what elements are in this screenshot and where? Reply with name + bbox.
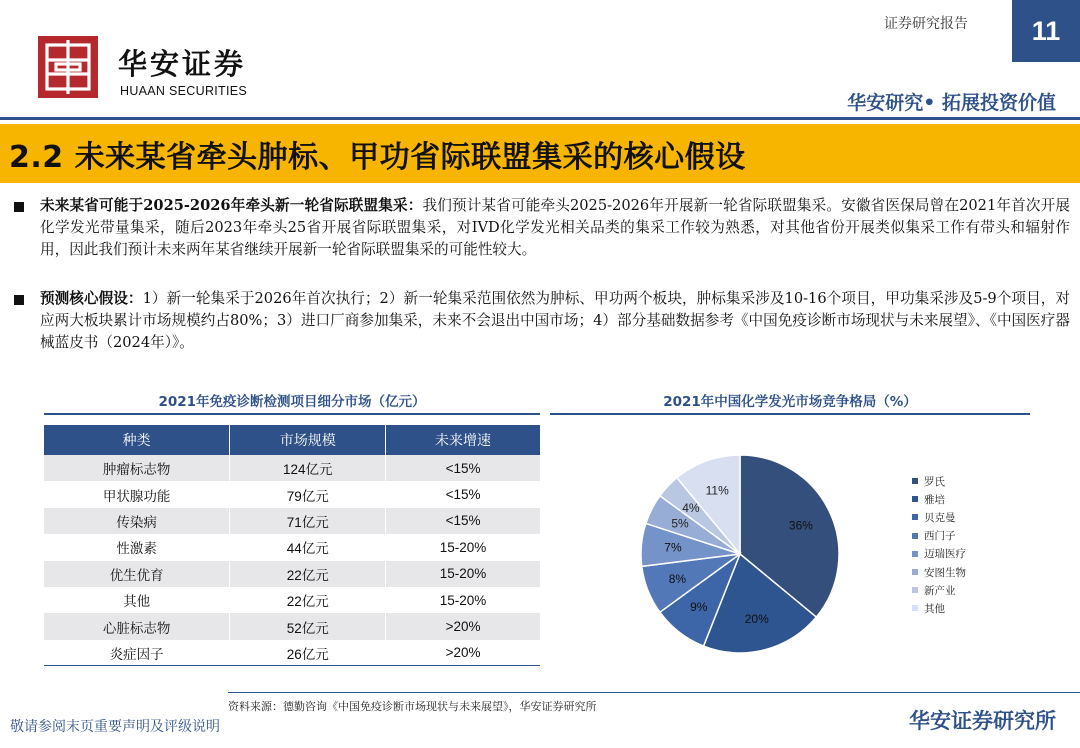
source-divider bbox=[228, 692, 1080, 693]
pie-data-label: 5% bbox=[671, 516, 689, 531]
chart-legend bbox=[912, 472, 966, 618]
legend-label: 安图生物 bbox=[924, 566, 966, 579]
size-unit: 亿元 bbox=[301, 567, 329, 584]
page-number: 11 bbox=[1012, 0, 1080, 62]
table-header-row bbox=[44, 425, 540, 455]
table-row bbox=[44, 508, 540, 534]
table-bottom-divider bbox=[44, 665, 540, 666]
chart-title-divider bbox=[550, 413, 1030, 415]
market-table bbox=[44, 425, 540, 666]
pie-data-label: 7% bbox=[664, 540, 682, 555]
table-title-divider bbox=[44, 413, 540, 415]
legend-item bbox=[912, 527, 966, 545]
market-size-cell bbox=[230, 534, 386, 560]
chart-title: 2021年中国化学发光市场竞争格局（%） bbox=[663, 394, 917, 410]
source-note: 资料来源：德勤咨询《中国免疫诊断市场现状与未来展望》，华安证券研究所 bbox=[228, 700, 597, 713]
pie-data-label: 36% bbox=[788, 518, 813, 533]
page-title: 2.2 未来某省牵头肿标、甲功省际联盟集采的核心假设 bbox=[9, 140, 746, 175]
category-cell: 其他 bbox=[44, 587, 230, 613]
table-row bbox=[44, 534, 540, 560]
growth-cell: >20% bbox=[386, 613, 540, 639]
size-value: 26 bbox=[286, 646, 302, 662]
bullet-paragraph bbox=[14, 288, 1070, 354]
company-logo-icon bbox=[38, 36, 98, 98]
bullet-text: 1）新一轮集采于2026年首次执行；2）新一轮集采范围依然为肿标、甲功两个板块，肿标集采涉及10-16个项目，甲功集采涉及5-9个项目，对应两大板块累计市场规模约占80%；3）进口厂商参加集采，未来不会退出中国市场；4）部分基础数据参考《中国免疫诊断市场现状与未来展望》、《中国医疗器械蓝皮书（2024年）》。 bbox=[40, 290, 1070, 351]
legend-swatch bbox=[912, 514, 918, 520]
table-row bbox=[44, 587, 540, 613]
growth-cell: 15-20% bbox=[386, 561, 540, 587]
legend-swatch bbox=[912, 587, 918, 593]
size-unit: 亿元 bbox=[301, 541, 329, 558]
legend-item bbox=[912, 545, 966, 563]
legend-label: 新产业 bbox=[924, 584, 956, 597]
legend-swatch bbox=[912, 569, 918, 575]
size-value: 79 bbox=[286, 488, 302, 504]
size-unit: 亿元 bbox=[301, 488, 329, 505]
legend-label: 迈瑞医疗 bbox=[924, 548, 966, 561]
size-value: 71 bbox=[286, 514, 302, 530]
legend-swatch bbox=[912, 551, 918, 557]
category-cell: 炎症因子 bbox=[44, 640, 230, 666]
report-type-label: 证券研究报告 bbox=[884, 16, 968, 32]
size-unit: 亿元 bbox=[305, 462, 333, 479]
legend-label: 其他 bbox=[924, 602, 945, 615]
pie-data-label: 9% bbox=[690, 600, 708, 615]
pie-chart bbox=[600, 430, 860, 680]
bullet-text: 我们预计某省可能牵头2025-2026年开展新一轮省际联盟集采。安徽省医保局曾在2021年首次开展化学发光带量集采，随后2023年牵头25省开展省际联盟集采，对IVD化学发光相关品类的集采工作较为熟悉，对其他省份开展类似集采工作有带头和辐射作用，因此我们预计未来两年某省继续开展新一轮省际联盟集采的可能性较大。 bbox=[40, 197, 1070, 258]
bullet-lead: 预测核心假设： bbox=[40, 290, 143, 307]
growth-cell: <15% bbox=[386, 481, 540, 507]
table-row bbox=[44, 640, 540, 666]
legend-swatch bbox=[912, 478, 918, 484]
market-size-cell bbox=[230, 613, 386, 639]
category-cell: 性激素 bbox=[44, 534, 230, 560]
brand-name-en: HUAAN SECURITIES bbox=[120, 84, 248, 98]
legend-swatch bbox=[912, 496, 918, 502]
table-header-cell: 未来增速 bbox=[386, 425, 540, 455]
pie-data-label: 4% bbox=[682, 500, 700, 515]
size-value: 22 bbox=[286, 567, 302, 583]
category-cell: 甲状腺功能 bbox=[44, 481, 230, 507]
market-size-cell bbox=[230, 587, 386, 613]
legend-label: 罗氏 bbox=[924, 475, 945, 488]
category-cell: 心脏标志物 bbox=[44, 613, 230, 639]
growth-cell: <15% bbox=[386, 455, 540, 481]
bullet-square-icon bbox=[14, 202, 24, 212]
size-unit: 亿元 bbox=[301, 646, 329, 663]
market-size-cell bbox=[230, 640, 386, 666]
header-slogan: 华安研究• 拓展投资价值 bbox=[847, 92, 1056, 114]
size-unit: 亿元 bbox=[301, 594, 329, 611]
size-value: 22 bbox=[286, 594, 302, 610]
bullet-lead: 未来某省可能于2025-2026年牵头新一轮省际联盟集采： bbox=[40, 197, 423, 214]
market-size-cell bbox=[230, 481, 386, 507]
size-value: 124 bbox=[282, 462, 306, 478]
market-size-cell bbox=[230, 561, 386, 587]
header-divider bbox=[0, 117, 1080, 120]
table-header-cell: 种类 bbox=[44, 425, 230, 455]
market-size-cell bbox=[230, 455, 386, 481]
table-row bbox=[44, 561, 540, 587]
bullet-square-icon bbox=[14, 295, 24, 305]
size-unit: 亿元 bbox=[301, 620, 329, 637]
category-cell: 传染病 bbox=[44, 508, 230, 534]
legend-item bbox=[912, 563, 966, 581]
legend-swatch bbox=[912, 605, 918, 611]
growth-cell: <15% bbox=[386, 508, 540, 534]
brand-name-cn: 华安证券 bbox=[118, 47, 247, 81]
legend-label: 雅培 bbox=[924, 493, 945, 506]
growth-cell: >20% bbox=[386, 640, 540, 666]
legend-item bbox=[912, 490, 966, 508]
disclaimer-link: 敬请参阅末页重要声明及评级说明 bbox=[10, 719, 220, 735]
legend-item bbox=[912, 508, 966, 526]
size-value: 52 bbox=[286, 620, 302, 636]
growth-cell: 15-20% bbox=[386, 587, 540, 613]
table-title: 2021年免疫诊断检测项目细分市场（亿元） bbox=[158, 394, 426, 410]
table-row bbox=[44, 455, 540, 481]
size-unit: 亿元 bbox=[301, 514, 329, 531]
legend-swatch bbox=[912, 533, 918, 539]
pie-data-label: 11% bbox=[705, 483, 729, 498]
category-cell: 肿瘤标志物 bbox=[44, 455, 230, 481]
size-value: 44 bbox=[286, 541, 302, 557]
table-header-cell: 市场规模 bbox=[230, 425, 386, 455]
legend-label: 贝克曼 bbox=[924, 511, 956, 524]
table-row bbox=[44, 481, 540, 507]
market-size-cell bbox=[230, 508, 386, 534]
legend-item bbox=[912, 581, 966, 599]
category-cell: 优生优育 bbox=[44, 561, 230, 587]
legend-item bbox=[912, 599, 966, 617]
bullet-paragraph bbox=[14, 195, 1070, 261]
legend-label: 西门子 bbox=[924, 530, 956, 543]
pie-data-label: 8% bbox=[668, 571, 687, 586]
growth-cell: 15-20% bbox=[386, 534, 540, 560]
legend-item bbox=[912, 472, 966, 490]
pie-data-label: 20% bbox=[744, 612, 769, 627]
table-row bbox=[44, 613, 540, 639]
footer-brand: 华安证券研究所 bbox=[909, 709, 1056, 733]
